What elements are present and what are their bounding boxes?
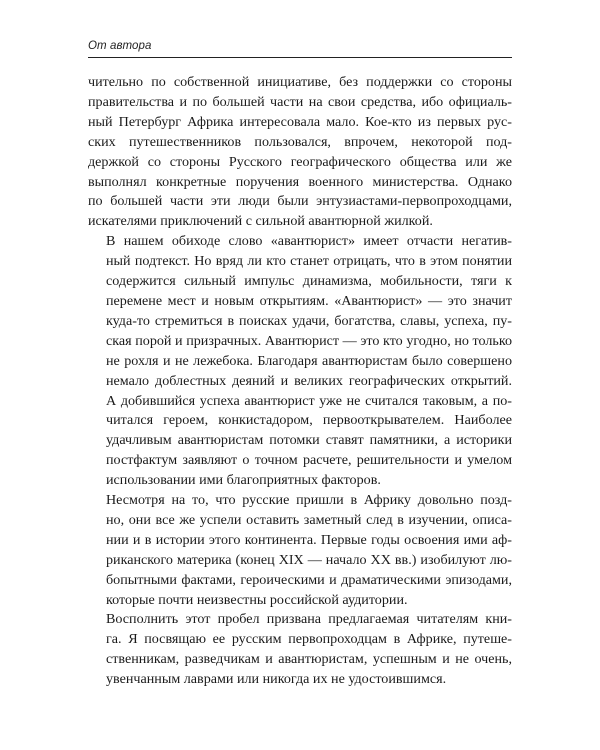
- text-line: га. Я посвящаю ее русским первопроходцам в Африке, путеше-: [106, 631, 512, 648]
- text-line: правительства и по большей части на свои средства, ибо официаль-: [88, 93, 512, 110]
- text-line: удачливым авантюристам потомки ставят памятники, а историки: [106, 432, 512, 449]
- text-line: выполнял конкретные поручения военного министерства. Однако: [88, 173, 512, 190]
- text-line: куда-то стремиться в поисках удачи, богатства, славы, успеха, пу-: [106, 312, 512, 329]
- text-line: риканского материка (конец XIX — начало XX вв.) изобилуют лю-: [106, 551, 512, 568]
- text-line: немало доблестных деяний и великих географических открытий.: [106, 372, 512, 389]
- text-line: Восполнить этот пробел призвана предлагаемая читателям кни-: [106, 611, 512, 628]
- paragraph: [88, 232, 512, 491]
- text-line: читался героем, конкистадором, первооткрывателем. Наиболее: [106, 412, 512, 429]
- text-line: В нашем обиходе слово «авантюрист» имеет отчасти негатив-: [106, 233, 512, 250]
- text-line: держкой со стороны Русского географического общества или же: [88, 153, 512, 170]
- text-line: чительно по собственной инициативе, без поддержки со стороны: [88, 74, 512, 90]
- text-line: искателями приключений с сильной авантюрной жилкой.: [88, 213, 433, 230]
- text-line: которые почти неизвестны российской аудитории.: [106, 591, 408, 608]
- text-line: использовании ими благоприятных факторов.: [106, 472, 381, 489]
- text-line: содержится сильный импульс динамизма, мобильности, тяги к: [106, 273, 512, 290]
- text-line: ская порой и призрачных. Авантюрист — это кто угодно, но только: [106, 332, 512, 349]
- text-line: по большей части эти люди были энтузиастами-первопроходцами,: [88, 193, 512, 210]
- text-line: перемене мест и новым открытиям. «Авантюрист» — это значит: [106, 292, 512, 309]
- text-line: ный Петербург Африка интересовала мало. Кое-кто из первых рус-: [88, 113, 512, 130]
- text-line: Несмотря на то, что русские пришли в Африку довольно позд-: [106, 492, 512, 509]
- text-line: нии и в истории этого континента. Первые годы освоения ими аф-: [106, 531, 512, 548]
- text-line: постфактум заявляют о точном расчете, решительности и умелом: [106, 452, 512, 469]
- text-line: не рохля и не лежебока. Благодаря авантюристам было совершено: [106, 352, 512, 369]
- running-title: От автора: [88, 40, 152, 52]
- header-rule: [88, 57, 512, 58]
- paragraph: [88, 610, 512, 690]
- text-line: бопытными фактами, героическими и драматическими эпизодами,: [106, 571, 512, 588]
- text-line: ный подтекст. Но вряд ли кто станет отрицать, что в этом понятии: [106, 253, 512, 270]
- paragraph: [88, 491, 512, 610]
- paragraph: [88, 73, 512, 232]
- text-line: ских путешественников пользовался, впрочем, некоторой под-: [88, 133, 512, 150]
- text-line: увенчанным лаврами или никогда их не удостоившимся.: [106, 671, 447, 688]
- text-line: ственникам, разведчикам и авантюристам, успешным и не очень,: [106, 651, 512, 668]
- text-line: но, они все же успели оставить заметный след в изучении, описа-: [106, 511, 512, 528]
- body-text: [88, 73, 512, 690]
- text-line: А добившийся успеха авантюрист уже не считался таковым, а по-: [106, 392, 512, 409]
